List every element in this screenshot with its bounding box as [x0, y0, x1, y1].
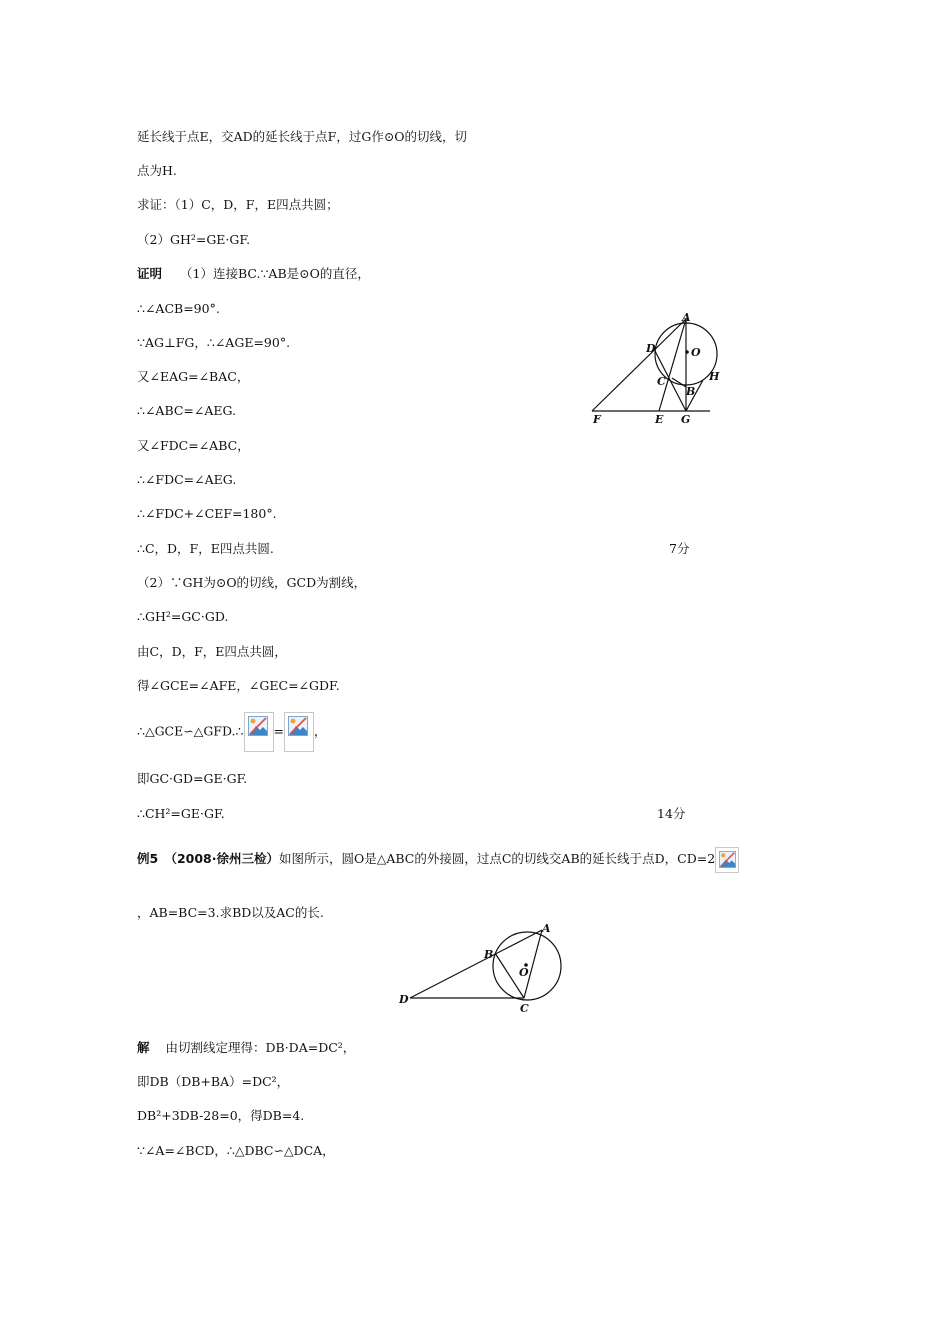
proof-text: （1）连接BC.∵AB是⊙O的直径， — [180, 266, 370, 281]
text-line: ∵∠A=∠BCD，∴△DBC∽△DCA， — [137, 1143, 335, 1158]
text-line: （2）GH²=GE·GF. — [137, 232, 251, 247]
text-line: 延长线于点E，交AD的延长线于点F，过G作⊙O的切线，切 — [137, 129, 468, 144]
text-line: 又∠FDC=∠ABC， — [137, 438, 250, 453]
label-d: D — [646, 342, 656, 355]
broken-image-icon — [244, 712, 274, 752]
example-text: 如图所示，圆O是△ABC的外接圆，过点C的切线交AB的延长线于点D，CD=2 — [279, 851, 716, 866]
example-line — [137, 846, 739, 873]
solution-text: 由切割线定理得：DB·DA=DC²， — [165, 1040, 356, 1055]
label-o: O — [519, 966, 529, 979]
text-fragment: ∴△GCE∽△GFD.∴ — [137, 723, 244, 739]
proof-line — [137, 266, 370, 282]
text-line: ∴∠ACB=90°. — [137, 301, 220, 316]
label-c: C — [657, 375, 666, 388]
text-line: DB²+3DB-28=0，得DB=4. — [137, 1108, 305, 1123]
label-g: G — [681, 413, 691, 426]
geometry-figure-2 — [395, 920, 570, 1020]
text-line: ∴∠FDC+∠CEF=180°. — [137, 506, 277, 521]
solution-label: 解 — [137, 1040, 150, 1055]
label-d: D — [399, 993, 409, 1006]
line-da — [410, 930, 542, 998]
label-a: A — [542, 922, 551, 935]
label-c: C — [520, 1002, 529, 1015]
center-dot — [685, 350, 689, 354]
solution-line — [137, 1040, 355, 1056]
label-h: H — [709, 370, 720, 383]
text-line: ∴C，D，F，E四点共圆. — [137, 541, 274, 556]
score-mark: 14分 — [657, 806, 686, 821]
text-line: ∴∠ABC=∠AEG. — [137, 403, 237, 418]
label-b: B — [686, 385, 696, 398]
text-line: 即DB（DB+BA）=DC²， — [137, 1074, 290, 1089]
text-line: ∴∠FDC=∠AEG. — [137, 472, 237, 487]
label-e: E — [655, 413, 664, 426]
proof-label: 证明 — [137, 266, 163, 281]
text-line: 由C，D，F，E四点共圆， — [137, 644, 287, 659]
broken-image-icon — [715, 847, 739, 873]
score-mark: 7分 — [669, 541, 690, 556]
text-line: ，AB=BC=3.求BD以及AC的长. — [137, 905, 324, 920]
text-line: 得∠GCE=∠AFE，∠GEC=∠GDF. — [137, 678, 340, 693]
text-fragment: = — [273, 723, 284, 739]
broken-image-icon — [284, 712, 314, 752]
text-fragment: ， — [313, 723, 327, 739]
text-line: ∴GH²=GC·GD. — [137, 609, 229, 624]
text-line: 即GC·GD=GE·GF. — [137, 771, 248, 786]
label-b: B — [484, 948, 494, 961]
label-o: O — [691, 346, 701, 359]
text-line: 又∠EAG=∠BAC， — [137, 369, 250, 384]
label-a: A — [682, 311, 691, 324]
text-line-with-images — [137, 712, 327, 752]
text-line: （2）∵GH为⊙O的切线，GCD为割线， — [137, 575, 367, 590]
example-label: 例5 （2008·徐州三检） — [137, 851, 279, 866]
label-f: F — [593, 413, 601, 426]
text-line: ∴CH²=GE·GF. — [137, 806, 225, 821]
text-line: 点为H. — [137, 163, 177, 178]
geometry-figure-1 — [585, 308, 720, 428]
text-line: ∵AG⊥FG，∴∠AGE=90°. — [137, 335, 291, 350]
text-line: 求证：（1）C，D，F，E四点共圆； — [137, 197, 339, 212]
